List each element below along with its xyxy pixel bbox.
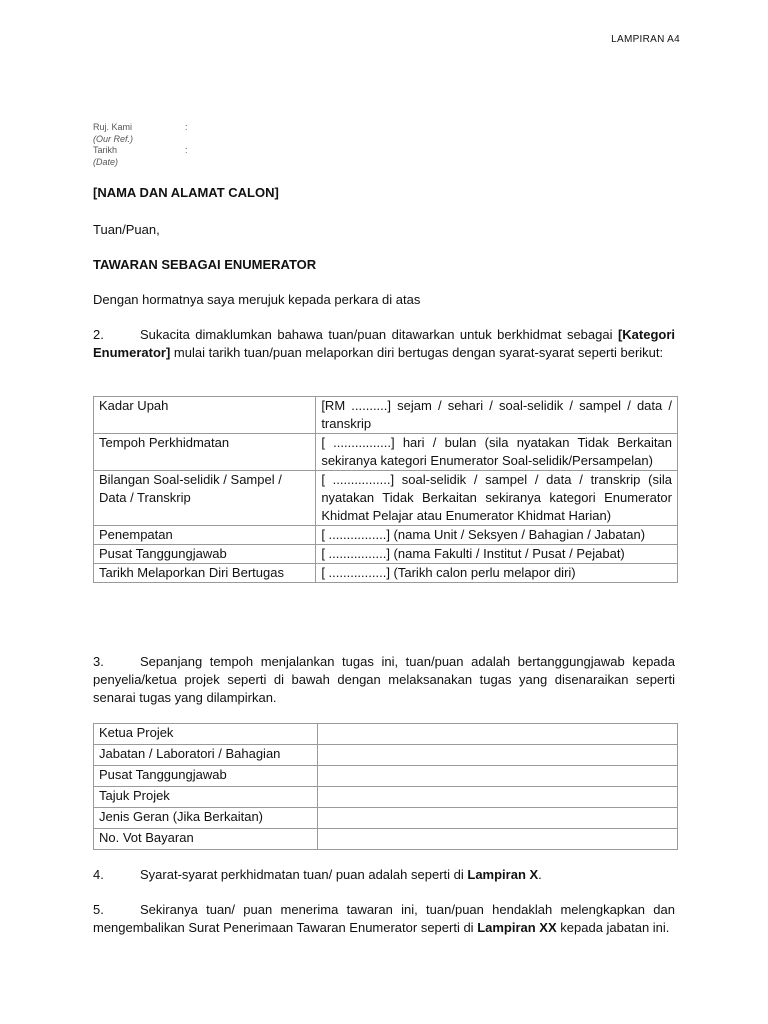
project-row <box>94 787 678 808</box>
addressee: [NAMA DAN ALAMAT CALON] <box>93 185 279 200</box>
terms-row <box>94 397 678 434</box>
paragraph-4-text: Syarat-syarat perkhidmatan tuan/ puan adalah seperti di <box>140 867 468 882</box>
paragraph-2-text-b: mulai tarikh tuan/puan melaporkan diri bertugas dengan syarat-syarat seperti berikut: <box>170 345 664 360</box>
paragraph-5-number: 5. <box>93 902 104 917</box>
project-row-label: Jenis Geran (Jika Berkaitan) <box>94 808 318 829</box>
terms-row-label: Tempoh Perkhidmatan <box>94 434 316 471</box>
paragraph-4-number: 4. <box>93 867 104 882</box>
terms-row <box>94 545 678 564</box>
terms-row-value: [ ................] (Tarikh calon perlu melapor diri) <box>316 564 678 583</box>
terms-row-label: Bilangan Soal-selidik / Sampel / Data / Transkrip <box>94 471 316 526</box>
tarikh-sub-label: (Date) <box>93 156 119 167</box>
project-row-label: Jabatan / Laboratori / Bahagian <box>94 745 318 766</box>
terms-row-value: [ ................] soal-selidik / sampel / data / transkrip (sila nyatakan Tidak Berkaitan sekiranya kategori Enumerator Khidmat Pelajar atau Enumerator Khidmat Harian) <box>316 471 678 526</box>
project-row-value <box>318 724 678 745</box>
paragraph-4-bold: Lampiran X <box>467 867 539 882</box>
project-row-label: Tajuk Projek <box>94 787 318 808</box>
terms-row-label: Penempatan <box>94 526 316 545</box>
project-row-value <box>318 766 678 787</box>
paragraph-2-bold: [Kategori Enumerator] <box>93 327 675 360</box>
project-table <box>93 723 678 850</box>
paragraph-5-text-b: kepada jabatan ini. <box>556 920 670 935</box>
project-row-label: No. Vot Bayaran <box>94 829 318 850</box>
paragraph-3-number: 3. <box>93 654 104 669</box>
project-row-value <box>318 745 678 766</box>
ruj-sub-label: (Our Ref.) <box>93 133 134 144</box>
intro-paragraph: Dengan hormatnya saya merujuk kepada perkara di atas <box>93 292 421 307</box>
paragraph-2-text-a: Sukacita dimaklumkan bahawa tuan/puan ditawarkan untuk berkhidmat sebagai <box>140 327 618 342</box>
project-row <box>94 724 678 745</box>
paragraph-4 <box>93 866 675 884</box>
lampiran-header: LAMPIRAN A4 <box>611 34 680 45</box>
terms-row-label: Kadar Upah <box>94 397 316 434</box>
terms-table <box>93 396 678 583</box>
terms-row <box>94 471 678 526</box>
terms-row-value: [ ................] (nama Unit / Seksyen / Bahagian / Jabatan) <box>316 526 678 545</box>
paragraph-3-text: Sepanjang tempoh menjalankan tugas ini, tuan/puan adalah bertanggungjawab kepada penyelia/ketua projek seperti di bawah dengan melaksanakan tugas yang disenaraikan seperti senarai tugas yang dilampirkan. <box>93 654 675 705</box>
paragraph-5-text-a: Sekiranya tuan/ puan menerima tawaran ini, tuan/puan hendaklah melengkapkan dan mengembalikan Surat Penerimaan Tawaran Enumerator seperti di <box>93 902 675 935</box>
project-row-label: Ketua Projek <box>94 724 318 745</box>
project-row <box>94 745 678 766</box>
project-row <box>94 829 678 850</box>
project-row-value <box>318 808 678 829</box>
paragraph-2 <box>93 326 675 362</box>
paragraph-5 <box>93 901 675 937</box>
paragraph-5-bold: Lampiran XX <box>477 920 557 935</box>
terms-row <box>94 564 678 583</box>
paragraph-2-number: 2. <box>93 327 104 342</box>
project-row <box>94 808 678 829</box>
terms-row-label: Pusat Tanggungjawab <box>94 545 316 564</box>
subject-title: TAWARAN SEBAGAI ENUMERATOR <box>93 257 317 272</box>
project-row-value <box>318 787 678 808</box>
terms-row-value: [ ................] (nama Fakulti / Institut / Pusat / Pejabat) <box>316 545 678 564</box>
salutation: Tuan/Puan, <box>93 222 160 237</box>
reference-block <box>93 122 188 168</box>
terms-row-value: [ ................] hari / bulan (sila nyatakan Tidak Berkaitan sekiranya kategori Enumerator Soal-selidik/Persampelan) <box>316 434 678 471</box>
terms-row-label: Tarikh Melaporkan Diri Bertugas <box>94 564 316 583</box>
tarikh-colon: : <box>185 145 188 155</box>
project-row-value <box>318 829 678 850</box>
terms-row <box>94 434 678 471</box>
paragraph-4-end: . <box>538 867 542 882</box>
tarikh-label: Tarikh <box>93 145 118 155</box>
ruj-colon: : <box>185 122 188 132</box>
project-row <box>94 766 678 787</box>
project-row-label: Pusat Tanggungjawab <box>94 766 318 787</box>
terms-row <box>94 526 678 545</box>
terms-row-value: [RM ..........] sejam / sehari / soal-selidik / sampel / data / transkrip <box>316 397 678 434</box>
paragraph-3 <box>93 653 675 707</box>
ruj-label: Ruj. Kami <box>93 122 133 132</box>
